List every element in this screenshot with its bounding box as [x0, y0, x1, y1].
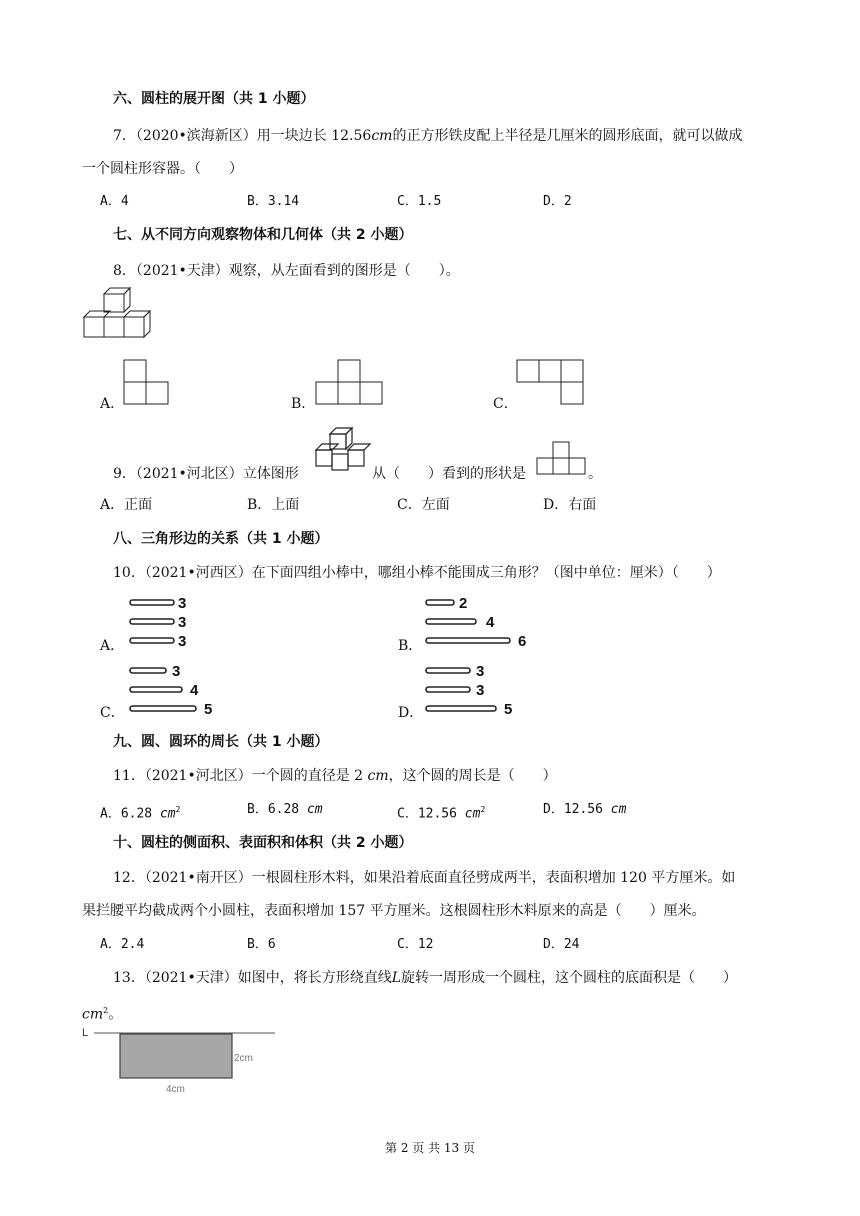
- q10-a-stick-2: [130, 619, 174, 624]
- section-8-title: 八、三角形边的关系（共 1 小题）: [113, 531, 329, 547]
- q9-stem-part3: 。: [588, 466, 602, 482]
- q13-rectangle: [120, 1034, 232, 1078]
- q9-option-a[interactable]: A．正面: [100, 497, 153, 513]
- q10-c-stick-2: [130, 687, 182, 692]
- q8-option-a-figure: [124, 360, 172, 408]
- q10-a-label-2: 3: [178, 614, 187, 631]
- q12-option-b[interactable]: B．6: [247, 937, 276, 952]
- q10-a-stick-1: [130, 600, 174, 605]
- q10-option-a[interactable]: A．: [100, 638, 125, 654]
- q9-option-c[interactable]: C．左面: [397, 497, 450, 513]
- question-7-line1: 7．（2020•滨海新区）用一块边长 12.56cm的正方形铁皮配上半径是几厘米的圆形底面，就可以做成: [113, 128, 743, 144]
- q10-d-label-1: 3: [476, 663, 485, 680]
- q8-cube-figure: [80, 286, 160, 342]
- q13-line-label: L: [82, 1027, 89, 1039]
- section-10-title: 十、圆柱的侧面积、表面积和体积（共 2 小题）: [113, 835, 413, 851]
- q12-option-d[interactable]: D．24: [543, 937, 580, 952]
- q7-option-d[interactable]: D．2: [543, 194, 572, 209]
- question-12-line1: 12．（2021•南开区）一根圆柱形木料，如果沿着底面直径劈成两半，表面积增加 120 平方厘米。如: [113, 870, 736, 886]
- q10-option-c[interactable]: C．: [100, 705, 125, 721]
- q10-d-stick-3: [426, 706, 496, 711]
- question-13-line2: $cm^2$。: [82, 1006, 123, 1023]
- q10-b-stick-3: [426, 638, 510, 643]
- q10-a-label-1: 3: [178, 595, 187, 612]
- q10-b-label-2: 4: [486, 614, 495, 631]
- q10-d-stick-2: [426, 687, 470, 692]
- q13-rectangle-figure: [80, 1024, 280, 1100]
- question-13-line1: 13．（2021•天津）如图中，将长方形绕直线L旋转一周形成一个圆柱，这个圆柱的底面积是（ ）: [113, 970, 737, 986]
- q10-a-stick-3: [130, 638, 174, 643]
- q12-option-a[interactable]: A．2.4: [100, 937, 145, 952]
- q11-option-c[interactable]: C．12.56 $cm^2$: [397, 805, 486, 822]
- q8-option-a[interactable]: A．: [100, 396, 125, 412]
- q10-d-stick-1: [426, 668, 470, 673]
- q10-b-label-1: 2: [459, 595, 468, 612]
- q9-view-figure: [537, 440, 589, 476]
- q10-group-a-sticks: [128, 596, 198, 650]
- question-11-stem: 11．（2021•河北区）一个圆的直径是 2 cm，这个圆的周长是（ ）: [113, 768, 557, 784]
- q11-option-d[interactable]: D．12.56 cm: [543, 802, 627, 817]
- q12-option-c[interactable]: C．12: [397, 937, 434, 952]
- q13-height-label: 2cm: [234, 1053, 253, 1064]
- section-6-title: 六、圆柱的展开图（共 1 小题）: [113, 91, 315, 107]
- question-10-stem: 10．（2021•河西区）在下面四组小棒中，哪组小棒不能围成三角形？（图中单位：厘米）（ ）: [113, 565, 721, 581]
- question-7-line2: 一个圆柱形容器。（ ）: [82, 161, 243, 177]
- q9-option-d[interactable]: D．右面: [543, 497, 597, 513]
- q7-option-a[interactable]: A．4: [100, 194, 129, 209]
- question-8-stem: 8．（2021•天津）观察，从左面看到的图形是（ ）。: [113, 263, 460, 279]
- section-9-title: 九、圆、圆环的周长（共 1 小题）: [113, 734, 329, 750]
- q9-option-b[interactable]: B．上面: [247, 497, 300, 513]
- section-7-title: 七、从不同方向观察物体和几何体（共 2 小题）: [113, 227, 413, 243]
- q10-c-stick-3: [130, 706, 196, 711]
- question-12-line2: 果拦腰平均截成两个小圆柱，表面积增加 157 平方厘米。这根圆柱形木料原来的高是（ ）厘米。: [82, 903, 706, 919]
- q10-d-label-3: 5: [504, 701, 513, 718]
- q11-option-b[interactable]: B．6.28 cm: [247, 802, 323, 817]
- q8-option-b[interactable]: B．: [291, 396, 316, 412]
- q10-option-d[interactable]: D．: [398, 705, 424, 721]
- q10-c-label-1: 3: [172, 663, 181, 680]
- q10-a-label-3: 3: [178, 633, 187, 650]
- q8-option-c[interactable]: C．: [493, 396, 518, 412]
- q8-option-b-figure: [316, 360, 388, 408]
- q10-c-label-2: 4: [190, 682, 199, 699]
- q9-solid-figure: [312, 426, 370, 476]
- q10-c-stick-1: [130, 668, 166, 673]
- q10-group-c-sticks: [128, 664, 218, 718]
- q10-group-b-sticks: [424, 596, 536, 650]
- q8-option-c-figure: [517, 360, 589, 408]
- page-footer: 第 2 页 共 13 页: [385, 1141, 475, 1155]
- q10-b-stick-1: [426, 600, 454, 605]
- q11-option-a[interactable]: A．6.28 $cm^2$: [100, 805, 181, 822]
- q10-b-label-3: 6: [518, 633, 527, 650]
- q13-width-label: 4cm: [166, 1084, 185, 1095]
- q10-c-label-3: 5: [204, 701, 213, 718]
- q10-group-d-sticks: [424, 664, 524, 718]
- q10-b-stick-2: [426, 619, 476, 624]
- q7-option-b[interactable]: B．3.14: [247, 194, 300, 209]
- q10-option-b[interactable]: B．: [398, 638, 423, 654]
- q9-stem-part2: 从（ ）看到的形状是: [372, 466, 526, 482]
- q9-stem-part1: 9．（2021•河北区）立体图形: [113, 466, 299, 482]
- q10-d-label-2: 3: [476, 682, 485, 699]
- q7-option-c[interactable]: C．1.5: [397, 194, 442, 209]
